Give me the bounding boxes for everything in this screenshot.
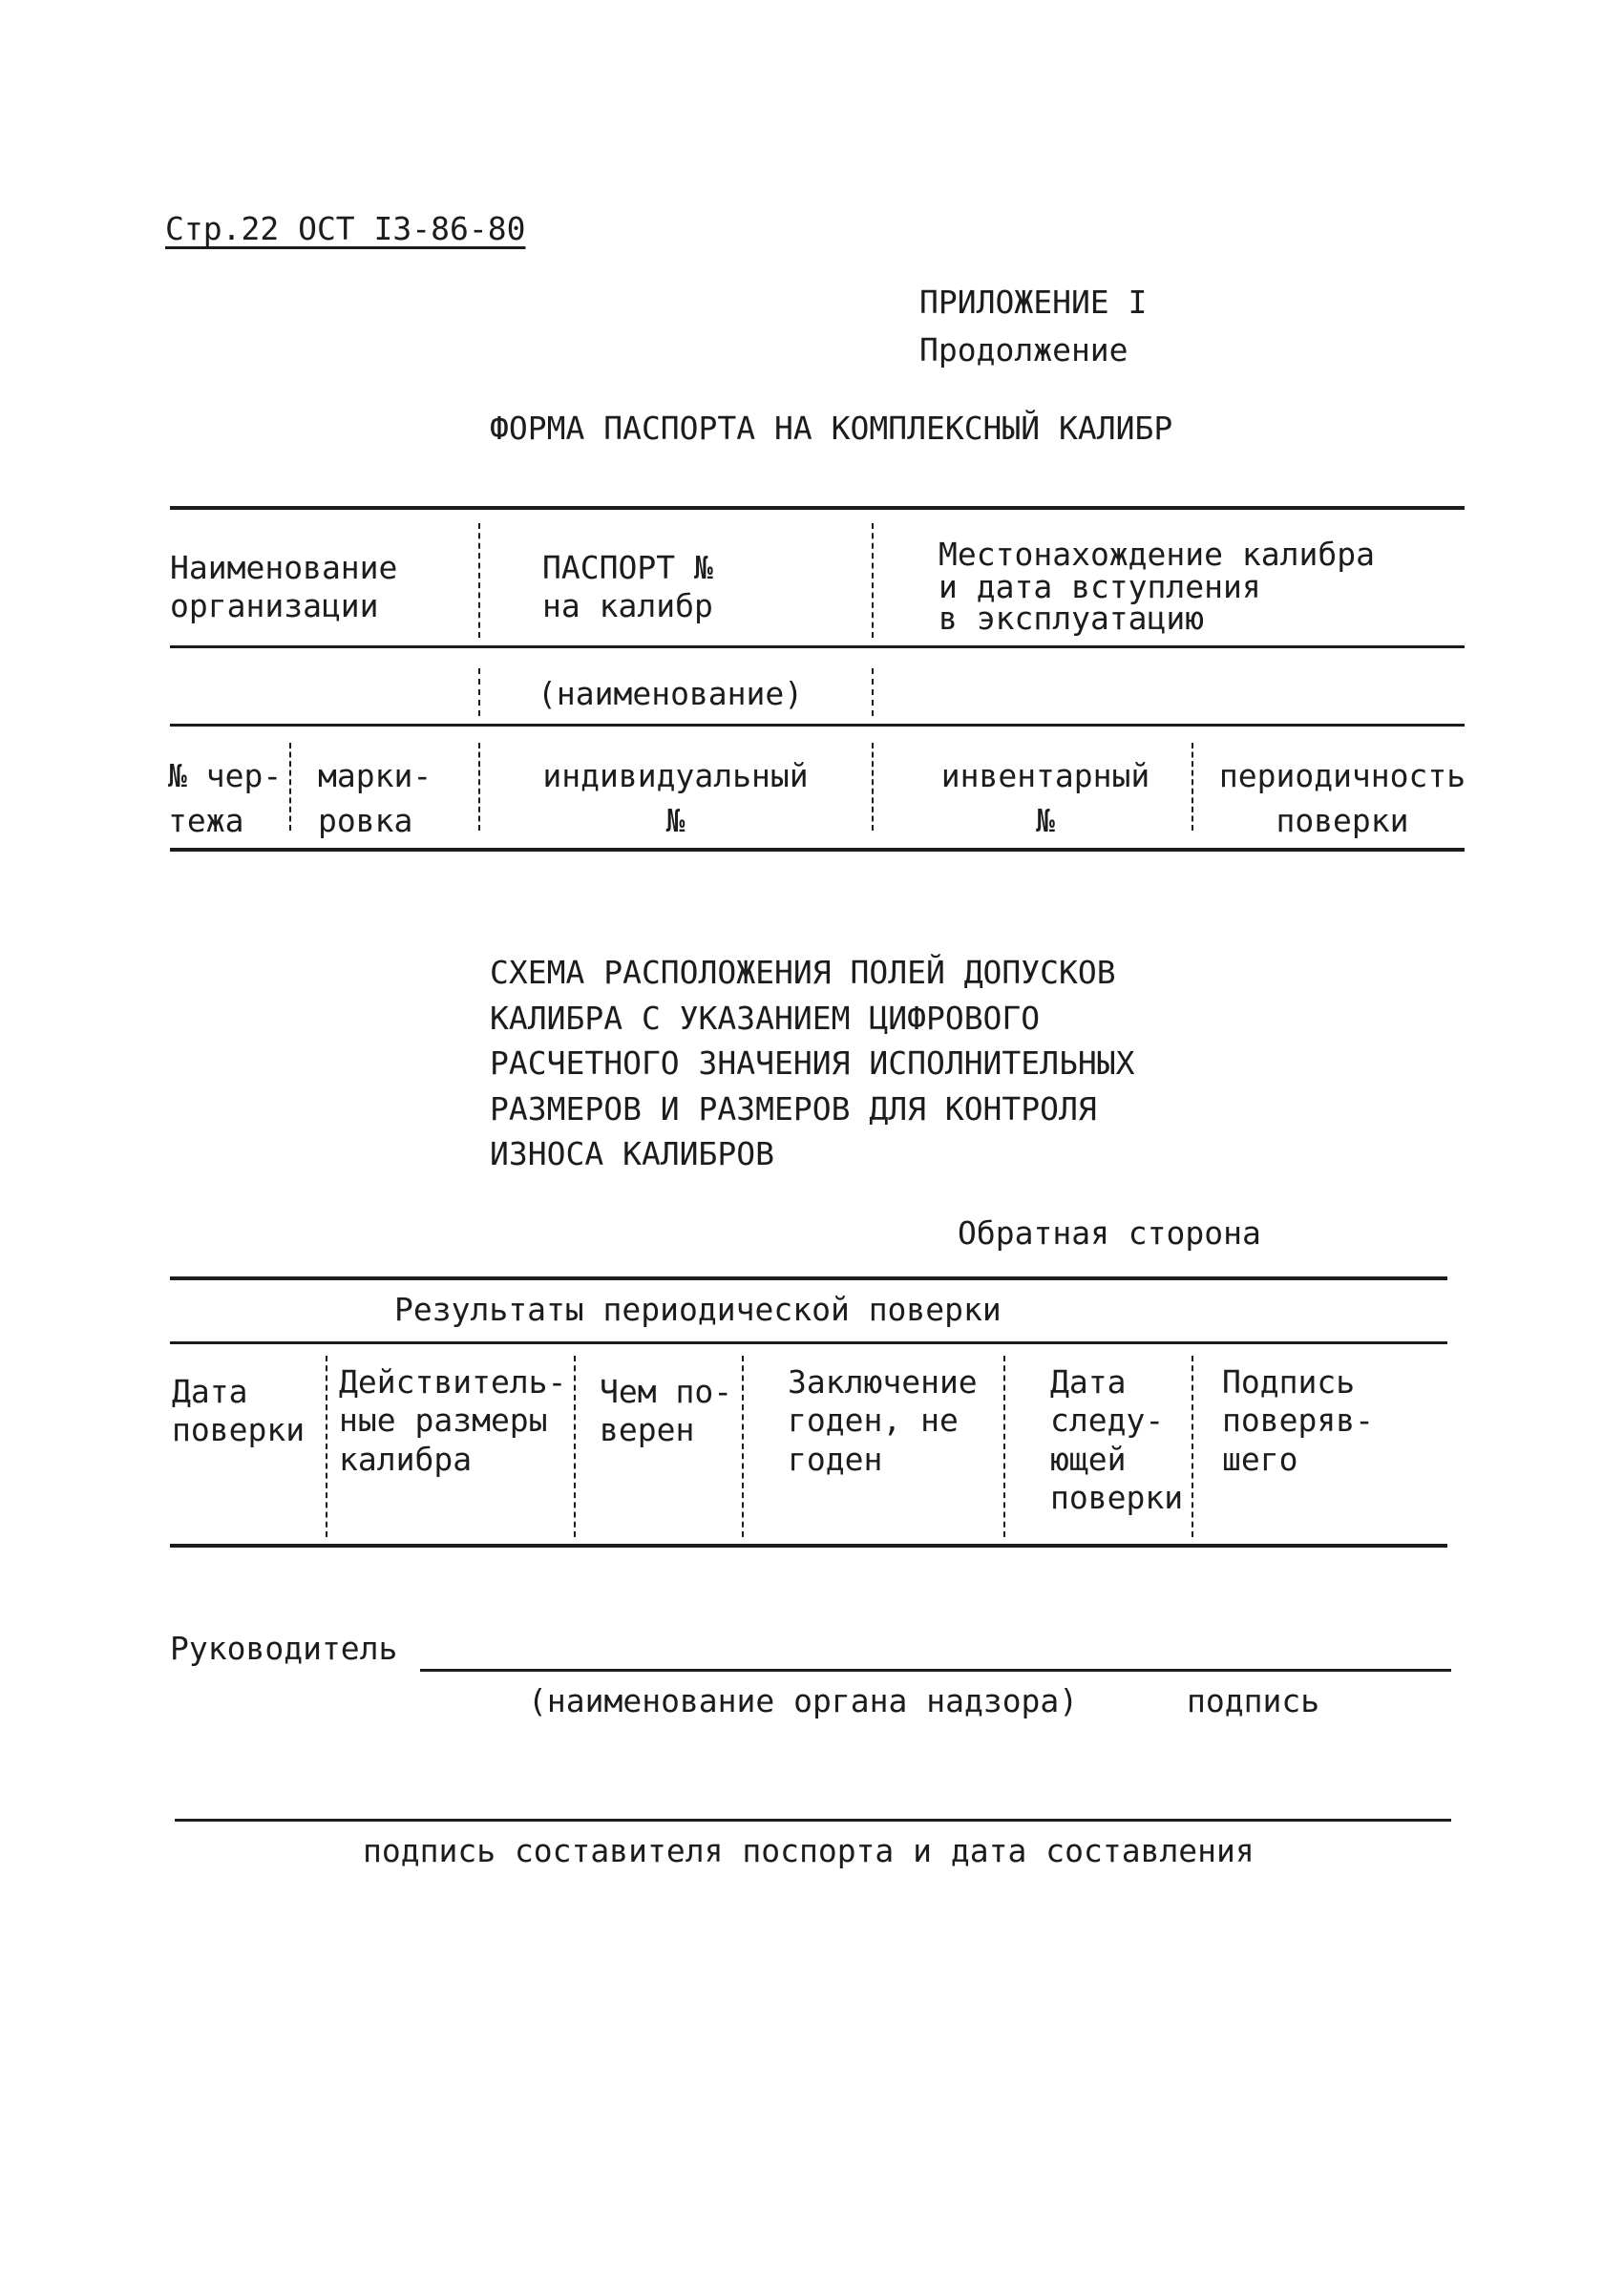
column-divider [326, 1356, 327, 1537]
column-divider [478, 668, 480, 716]
col-checked-with: Чем по- верен [600, 1373, 733, 1449]
col-actual-sizes: Действитель- ные размеры калибра [339, 1363, 567, 1478]
column-divider [872, 523, 874, 638]
column-divider [1192, 743, 1193, 831]
column-divider [742, 1356, 744, 1537]
table-rule-top [170, 506, 1465, 510]
column-divider [1192, 1356, 1193, 1537]
scheme-title-line: РАСЧЕТНОГО ЗНАЧЕНИЯ ИСПОЛНИТЕЛЬНЫХ [490, 1044, 1135, 1083]
inventory-no-header: инвентарный № [940, 757, 1150, 839]
col-checker-signature: Подпись поверяв- шего [1222, 1363, 1374, 1478]
continuation-label: Продолжение [919, 331, 1128, 369]
column-divider [1003, 1356, 1005, 1537]
column-divider [289, 743, 291, 831]
manager-signature-line [420, 1669, 1451, 1672]
scheme-title-line: СХЕМА РАСПОЛОЖЕНИЯ ПОЛЕЙ ДОПУСКОВ [490, 954, 1116, 991]
scheme-title [490, 950, 1135, 1177]
naming-caption: (наименование) [538, 675, 804, 712]
table-rule-bottom [170, 848, 1465, 852]
org-name-header: Наименование организации [170, 549, 398, 625]
marking-header: марки- ровка [318, 757, 432, 839]
passport-no-header: ПАСПОРТ № на калибр [542, 549, 713, 625]
column-divider [478, 523, 480, 638]
location-header: Местонахождение калибра и дата вступления в эксплуатацию [939, 536, 1375, 638]
reverse-side-label: Обратная сторона [958, 1214, 1261, 1252]
compiler-caption: подпись составителя поспорта и дата составления [363, 1832, 1255, 1869]
scheme-title-line: КАЛИБРА С УКАЗАНИЕМ ЦИФРОВОГО [490, 999, 1041, 1037]
table-rule [170, 1341, 1447, 1344]
manager-label: Руководитель [170, 1630, 398, 1667]
column-divider [872, 743, 874, 831]
individual-no-header: индивидуальный № [542, 757, 809, 839]
table-rule [170, 724, 1465, 727]
page-header: Стр.22 ОСТ I3-86-80 [165, 210, 526, 247]
compiler-signature-line [175, 1819, 1451, 1822]
scheme-title-line: ИЗНОСА КАЛИБРОВ [490, 1135, 775, 1173]
results-table-title: Результаты периодической поверки [394, 1291, 1002, 1328]
form-title: ФОРМА ПАСПОРТА НА КОМПЛЕКСНЫЙ КАЛИБР [490, 410, 1173, 447]
authority-caption: (наименование органа надзора) [528, 1682, 1079, 1719]
appendix-label: ПРИЛОЖЕНИЕ I [919, 284, 1148, 321]
col-check-date: Дата поверки [172, 1373, 306, 1449]
signature-caption: подпись [1187, 1682, 1320, 1719]
col-next-check-date: Дата следу- ющей поверки [1050, 1363, 1184, 1516]
table-rule-bottom [170, 1544, 1447, 1548]
periodicity-header: периодичность поверки [1218, 757, 1466, 839]
col-conclusion: Заключение годен, не годен [788, 1363, 978, 1478]
column-divider [478, 743, 480, 831]
column-divider [872, 668, 874, 716]
table-rule [170, 645, 1465, 648]
scheme-title-line: РАЗМЕРОВ И РАЗМЕРОВ ДЛЯ КОНТРОЛЯ [490, 1089, 1097, 1128]
column-divider [574, 1356, 576, 1537]
drawing-no-header: № чер- тежа [168, 757, 283, 839]
table-rule-top [170, 1276, 1447, 1280]
